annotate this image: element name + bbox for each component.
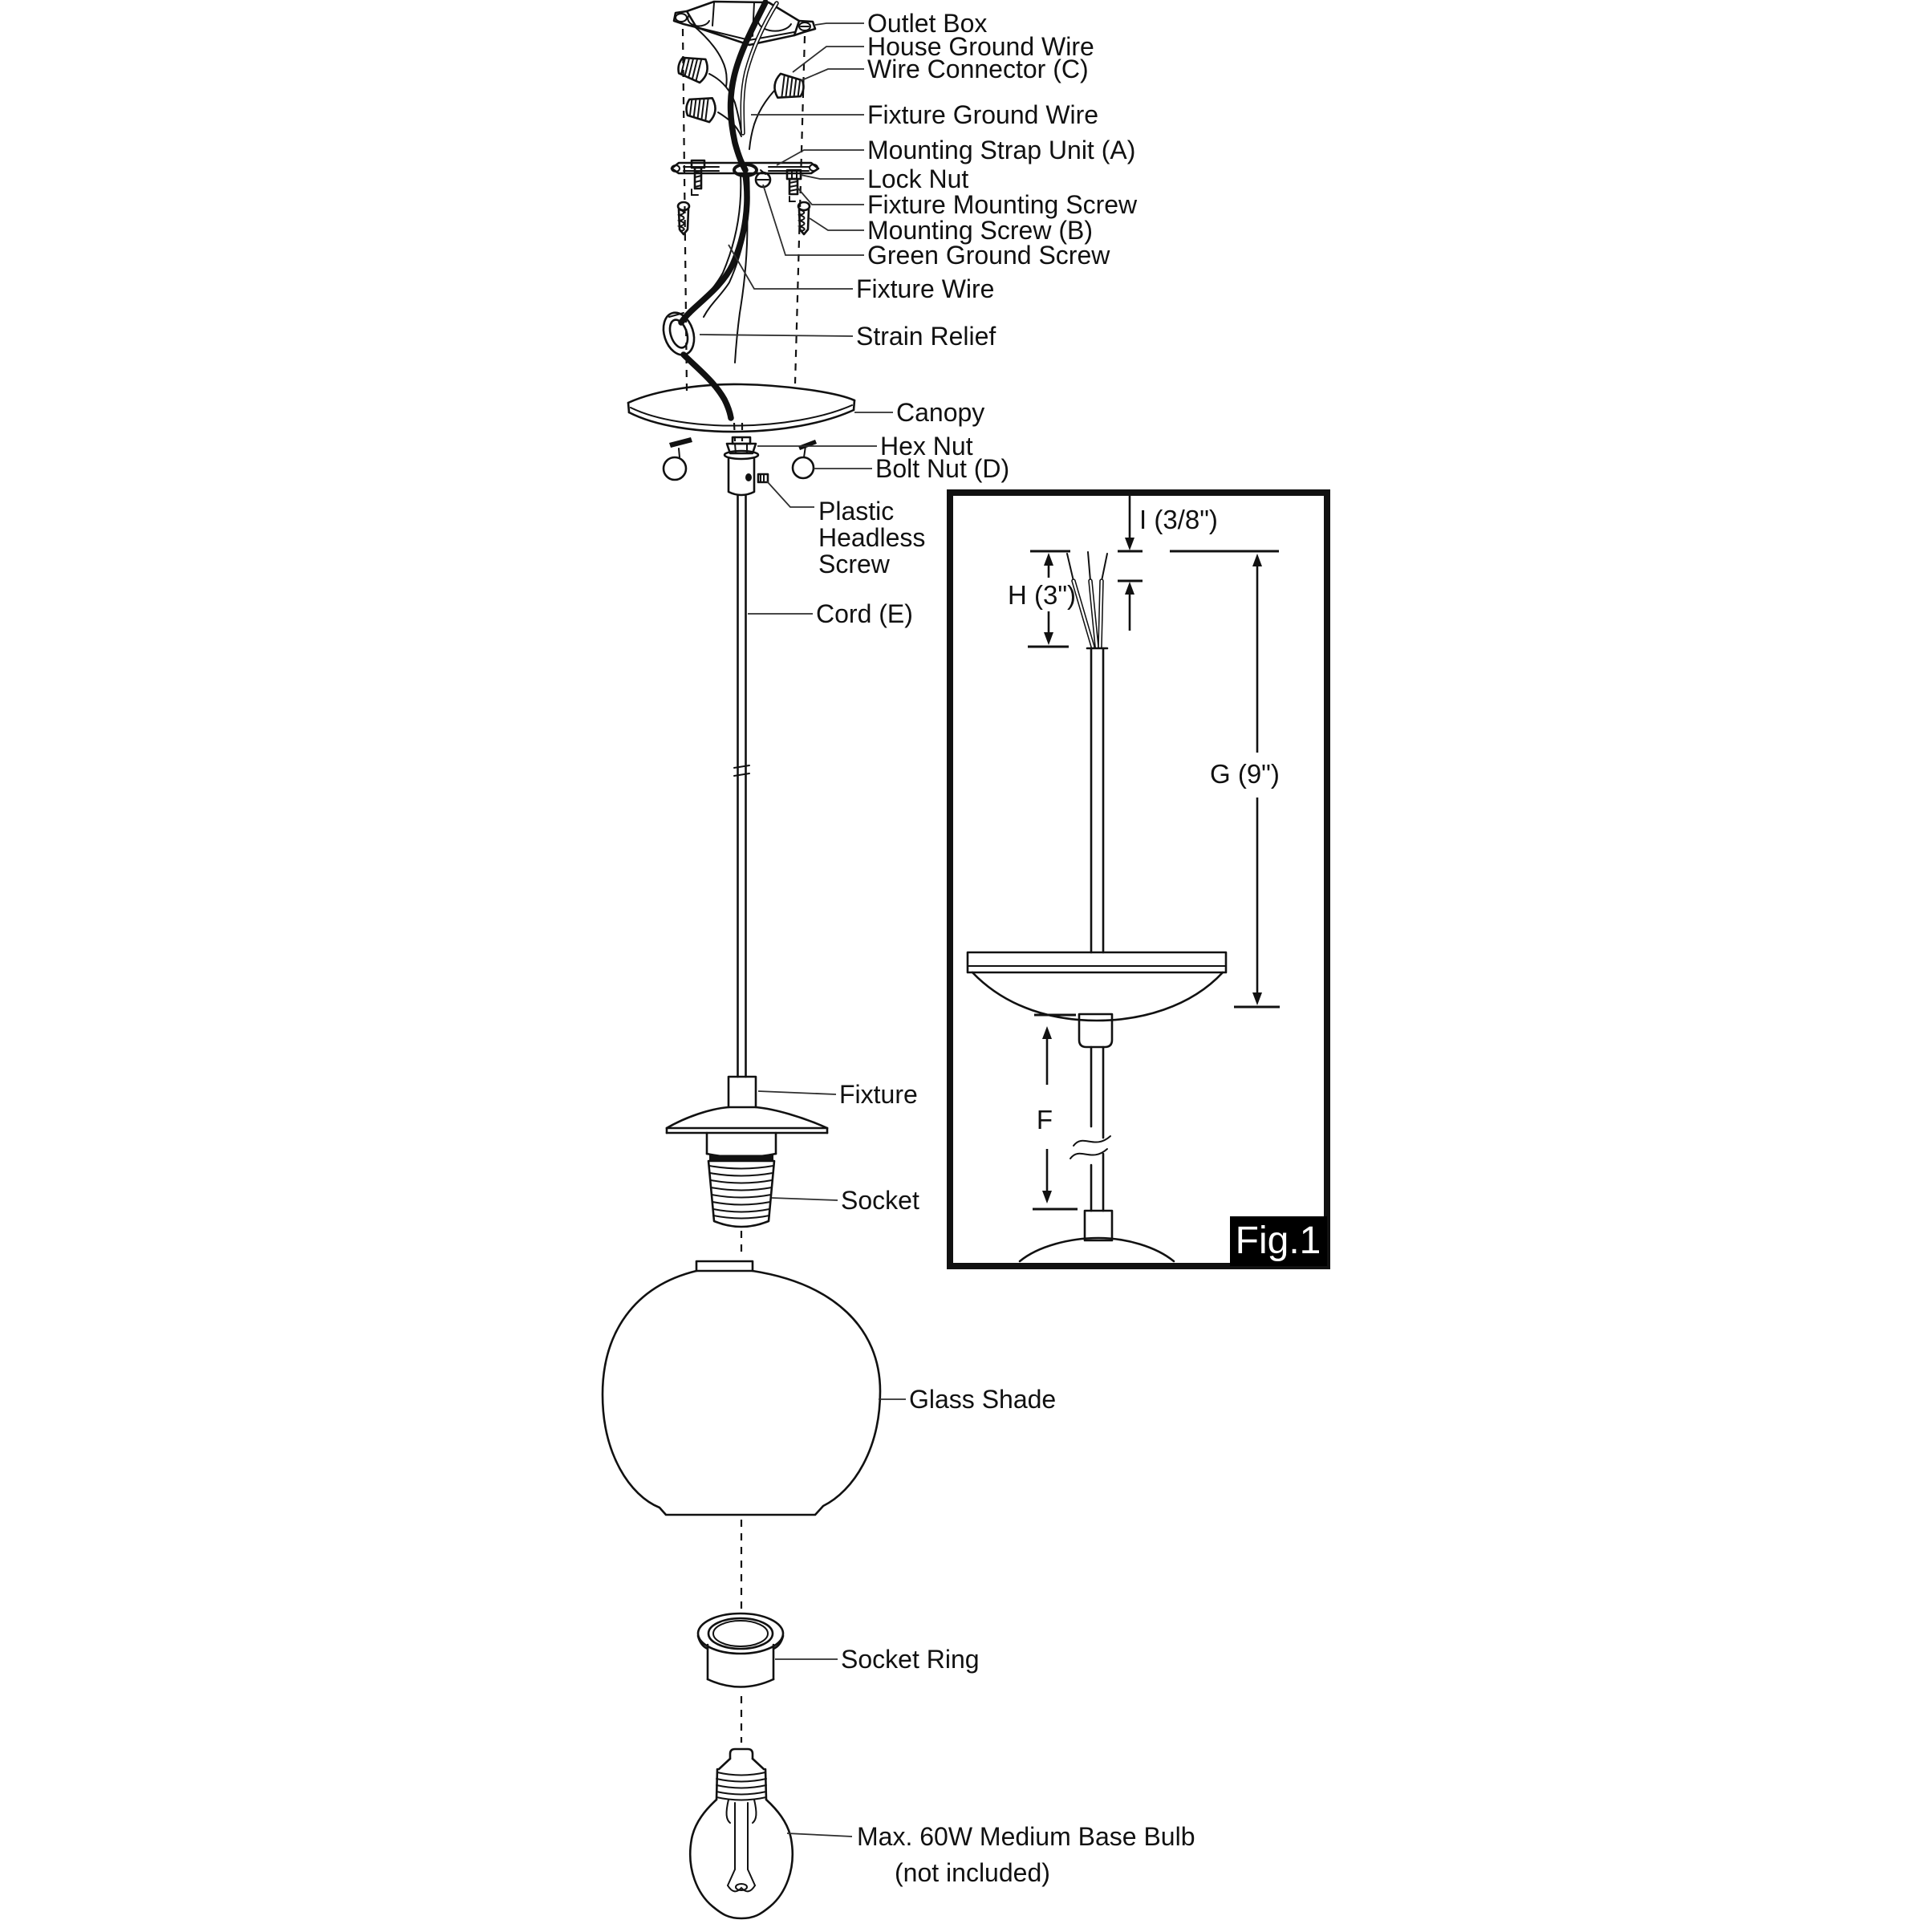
label-mounting-strap-unit: Mounting Strap Unit (A): [867, 136, 1136, 164]
label-hex-nut: Hex Nut: [880, 432, 973, 461]
fig1-tag-label: Fig.1: [1235, 1220, 1321, 1262]
label-green-ground-screw: Green Ground Screw: [867, 241, 1110, 270]
fig1-canopy: [968, 952, 1226, 1261]
label-fixture-wire: Fixture Wire: [856, 274, 995, 303]
label-bulb-note-2: (not included): [895, 1858, 1050, 1887]
label-socket: Socket: [841, 1186, 919, 1215]
label-canopy: Canopy: [896, 398, 985, 427]
fig1-dim-i: [1030, 496, 1218, 631]
fig1-dim-h-label: H (3"): [1008, 580, 1077, 610]
label-wire-connector: Wire Connector (C): [867, 55, 1089, 83]
fig1-dim-i-label: I (3/8"): [1139, 505, 1218, 534]
bulb-drawing: [690, 1749, 793, 1918]
label-strain-relief: Strain Relief: [856, 322, 996, 351]
fig1-dim-h: [1008, 553, 1076, 647]
label-bolt-nut: Bolt Nut (D): [875, 454, 1010, 483]
label-outlet-box: Outlet Box: [867, 9, 988, 38]
label-plastic-headless-screw-1: Plastic: [818, 497, 895, 526]
label-bulb-note-1: Max. 60W Medium Base Bulb: [857, 1822, 1195, 1851]
label-glass-shade: Glass Shade: [909, 1385, 1057, 1414]
fig1-dim-f: [1033, 1015, 1078, 1209]
fig1-inset: [950, 493, 1327, 1266]
label-socket-ring: Socket Ring: [841, 1645, 980, 1674]
glass-shade-drawing: [603, 1261, 880, 1515]
part-labels: [816, 9, 1195, 1887]
fig1-dim-f-label: F: [1036, 1105, 1053, 1134]
label-lock-nut: Lock Nut: [867, 164, 969, 193]
label-plastic-headless-screw-3: Screw: [818, 550, 890, 578]
fig1-dim-g-label: G (9"): [1210, 759, 1280, 789]
label-fixture: Fixture: [839, 1080, 918, 1109]
label-fixture-mounting-screw: Fixture Mounting Screw: [867, 190, 1138, 219]
label-plastic-headless-screw-2: Headless: [818, 523, 926, 552]
label-cord: Cord (E): [816, 599, 913, 628]
fig1-border: [950, 493, 1327, 1266]
cord-drawing: [734, 496, 749, 1077]
fig1-dim-g: [1170, 551, 1280, 1007]
strain-relief-drawing: [659, 309, 700, 359]
label-fixture-ground-wire: Fixture Ground Wire: [867, 100, 1099, 129]
fixture-socket-drawing: [667, 1077, 827, 1227]
label-mounting-screw: Mounting Screw (B): [867, 216, 1093, 245]
fig1-cord: [1067, 552, 1107, 952]
socket-ring-drawing: [698, 1613, 783, 1687]
label-house-ground-wire: House Ground Wire: [867, 32, 1094, 61]
